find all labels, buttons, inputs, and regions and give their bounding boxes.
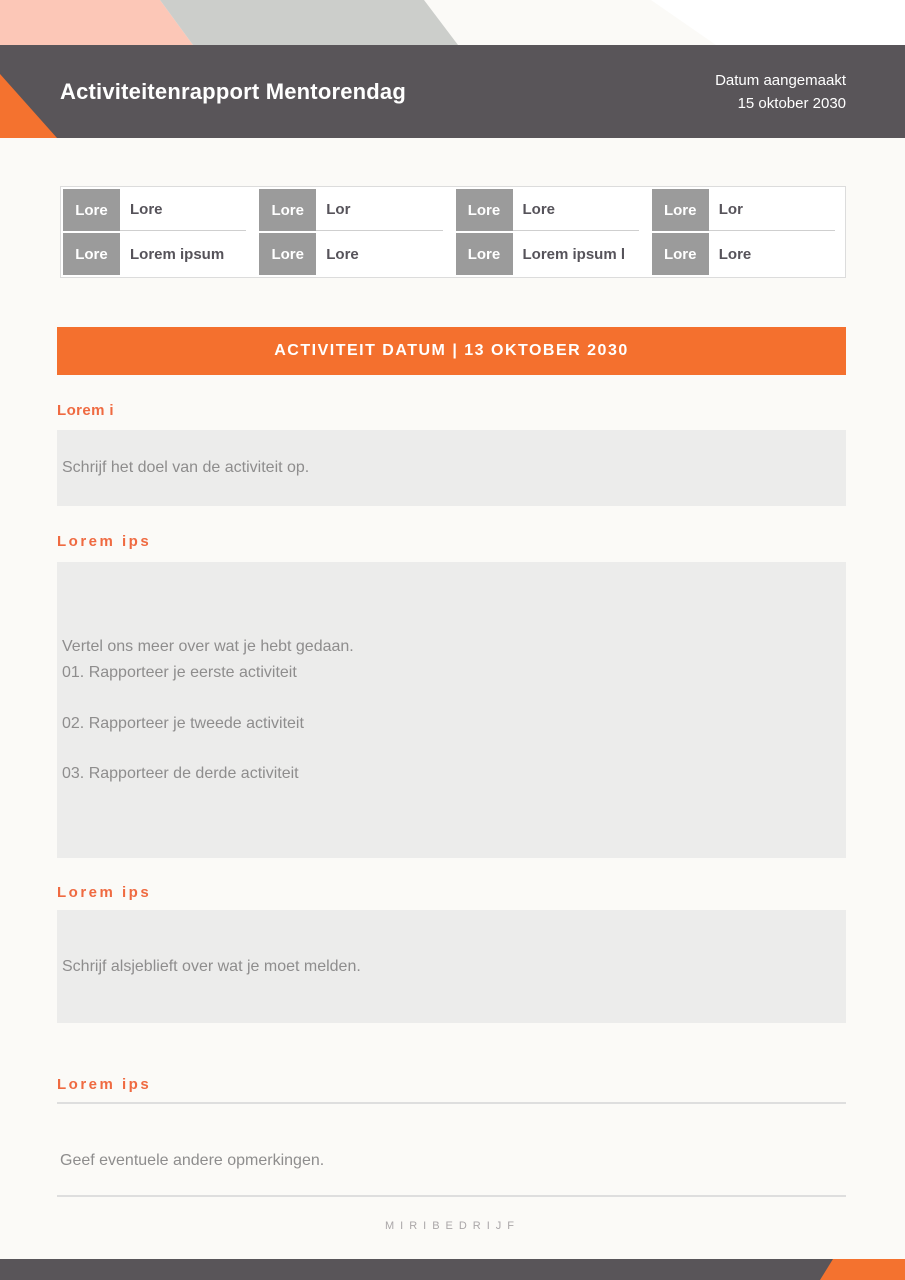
field-label: Lore xyxy=(456,189,513,231)
field-label: Lore xyxy=(652,233,709,275)
field-label: Lore xyxy=(259,233,316,275)
remarks-field[interactable]: Geef eventuele andere opmerkingen. xyxy=(60,1152,325,1169)
field-label: Lore xyxy=(652,189,709,231)
info-table-group xyxy=(259,189,450,275)
created-date-block xyxy=(715,69,846,115)
created-date-label: Datum aangemaakt xyxy=(715,71,846,89)
info-table xyxy=(60,186,846,278)
section-heading-activities: Lorem ips xyxy=(57,533,152,550)
info-table-group xyxy=(456,189,647,275)
section-heading-goal: Lorem i xyxy=(57,402,114,419)
field-value[interactable]: Lore xyxy=(709,233,843,275)
top-decoration xyxy=(0,0,905,45)
divider-line xyxy=(57,1102,846,1104)
company-name: MIRIBEDRIJF xyxy=(384,1220,521,1232)
bottom-bar xyxy=(0,1259,905,1280)
report-placeholder: Schrijf alsjeblieft over wat je moet melden. xyxy=(62,957,361,975)
field-value[interactable]: Lorem ipsum l xyxy=(513,233,647,275)
report-textarea[interactable] xyxy=(57,910,846,1023)
info-table-group xyxy=(63,189,254,275)
field-value[interactable]: Lor xyxy=(709,189,835,231)
activities-intro: Vertel ons meer over wat je hebt gedaan. xyxy=(62,638,354,655)
activity-item: 01. Rapporteer je eerste activiteit xyxy=(62,664,297,681)
field-value[interactable]: Lore xyxy=(120,189,246,231)
bottom-orange-shape xyxy=(0,1259,905,1280)
field-label: Lore xyxy=(63,189,120,231)
field-value[interactable]: Lorem ipsum xyxy=(120,233,254,275)
activity-date-banner xyxy=(57,327,846,375)
created-date-value: 15 oktober 2030 xyxy=(737,94,846,112)
page-title: Activiteitenrapport Mentorendag xyxy=(60,78,407,104)
field-label: Lore xyxy=(259,189,316,231)
info-table-group xyxy=(652,189,843,275)
goal-placeholder: Schrijf het doel van de activiteit op. xyxy=(62,459,310,476)
activities-textarea[interactable] xyxy=(57,562,846,858)
section-heading-report: Lorem ips xyxy=(57,884,152,901)
activity-date-banner-text: ACTIVITEIT DATUM | 13 OKTOBER 2030 xyxy=(274,342,629,359)
field-value[interactable]: Lore xyxy=(513,189,639,231)
divider-line xyxy=(57,1195,846,1197)
page-header xyxy=(0,45,905,138)
section-heading-remarks: Lorem ips xyxy=(57,1076,152,1093)
goal-textarea[interactable] xyxy=(57,430,846,506)
activity-item: 02. Rapporteer je tweede activiteit xyxy=(62,715,304,732)
header-orange-triangle xyxy=(0,74,57,138)
field-label: Lore xyxy=(456,233,513,275)
field-value[interactable]: Lor xyxy=(316,189,442,231)
field-value[interactable]: Lore xyxy=(316,233,450,275)
activity-item: 03. Rapporteer de derde activiteit xyxy=(62,765,299,782)
field-label: Lore xyxy=(63,233,120,275)
